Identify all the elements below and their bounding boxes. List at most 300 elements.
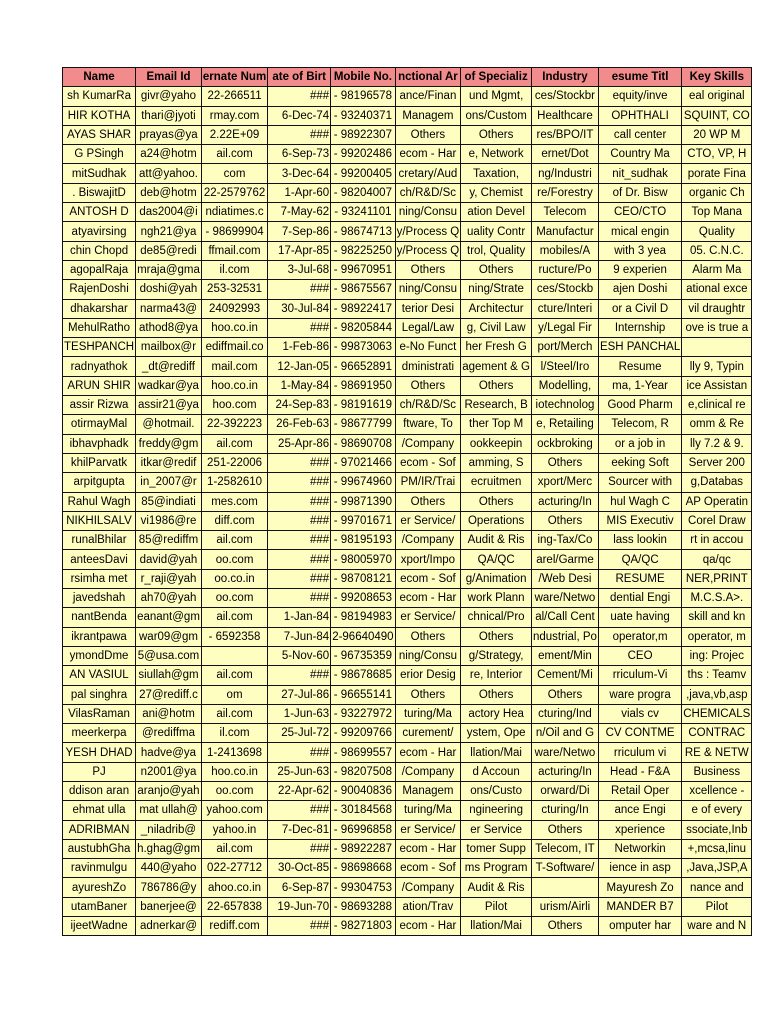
table-cell[interactable]: ESH PANCHAL bbox=[598, 338, 681, 357]
table-cell[interactable]: vi1986@re bbox=[136, 511, 202, 530]
table-cell[interactable]: Managem bbox=[395, 781, 461, 800]
table-cell[interactable]: Good Pharm bbox=[598, 396, 681, 415]
table-cell[interactable]: re/Forestry bbox=[532, 183, 599, 202]
table-cell[interactable]: - 98677799 bbox=[331, 415, 395, 434]
table-cell[interactable]: Head - F&A bbox=[598, 762, 681, 781]
table-cell[interactable]: ch/R&D/Sc bbox=[395, 183, 461, 202]
table-cell[interactable]: or a Civil D bbox=[598, 299, 681, 318]
table-cell[interactable]: ms Program bbox=[461, 859, 532, 878]
table-cell[interactable]: terior Desi bbox=[395, 299, 461, 318]
table-cell[interactable]: hoo.co.in bbox=[201, 762, 267, 781]
table-cell[interactable]: ice Assistan bbox=[682, 376, 752, 395]
table-cell[interactable]: agopalRaja bbox=[63, 260, 136, 279]
table-cell[interactable]: ngh21@ya bbox=[136, 222, 202, 241]
table-cell[interactable]: mat ullah@ bbox=[136, 801, 202, 820]
table-cell[interactable]: Others bbox=[395, 492, 461, 511]
table-cell[interactable]: 5@usa.com bbox=[136, 646, 202, 665]
table-cell[interactable]: Architectur bbox=[461, 299, 532, 318]
table-cell[interactable]: xperience bbox=[598, 820, 681, 839]
table-cell[interactable]: - 99209766 bbox=[331, 724, 395, 743]
table-cell[interactable]: e-No Funct bbox=[395, 338, 461, 357]
table-cell[interactable]: cture/Interi bbox=[532, 299, 599, 318]
table-cell[interactable]: - 98205844 bbox=[331, 318, 395, 337]
table-cell[interactable]: er Service bbox=[461, 820, 532, 839]
table-cell[interactable]: n2001@ya bbox=[136, 762, 202, 781]
table-cell[interactable]: /Company bbox=[395, 878, 461, 897]
table-cell[interactable]: llation/Mai bbox=[461, 917, 532, 936]
table-cell[interactable]: 1-Apr-60 bbox=[268, 183, 331, 202]
table-cell[interactable]: CEO bbox=[598, 646, 681, 665]
table-cell[interactable]: ADRIBMAN bbox=[63, 820, 136, 839]
table-cell[interactable]: ndustrial, Po bbox=[532, 627, 599, 646]
table-cell[interactable]: - 96652891 bbox=[331, 357, 395, 376]
table-cell[interactable]: omputer har bbox=[598, 917, 681, 936]
table-cell[interactable]: cturing/In bbox=[532, 801, 599, 820]
table-cell[interactable]: rmay.com bbox=[201, 106, 267, 125]
table-cell[interactable]: RE & NETW bbox=[682, 743, 752, 762]
table-cell[interactable]: curement/ bbox=[395, 724, 461, 743]
table-cell[interactable]: 19-Jun-70 bbox=[268, 897, 331, 916]
table-cell[interactable]: CHEMICALS bbox=[682, 704, 752, 723]
table-cell[interactable]: Others bbox=[461, 627, 532, 646]
table-cell[interactable]: lly 9, Typin bbox=[682, 357, 752, 376]
column-header[interactable]: ate of Birt bbox=[268, 68, 331, 87]
table-cell[interactable]: actory Hea bbox=[461, 704, 532, 723]
table-cell[interactable]: - 98207508 bbox=[331, 762, 395, 781]
table-cell[interactable]: _niladrib@ bbox=[136, 820, 202, 839]
table-cell[interactable]: das2004@i bbox=[136, 203, 202, 222]
table-cell[interactable]: thari@jyoti bbox=[136, 106, 202, 125]
table-cell[interactable]: ajen Doshi bbox=[598, 280, 681, 299]
table-cell[interactable]: rsimha met bbox=[63, 569, 136, 588]
table-cell[interactable]: ### bbox=[268, 666, 331, 685]
table-cell[interactable]: Audit & Ris bbox=[461, 878, 532, 897]
table-cell[interactable]: Healthcare bbox=[532, 106, 599, 125]
table-cell[interactable]: rt in accou bbox=[682, 531, 752, 550]
table-cell[interactable]: dential Engi bbox=[598, 589, 681, 608]
table-cell[interactable]: 1-May-84 bbox=[268, 376, 331, 395]
table-cell[interactable]: operator,m bbox=[598, 627, 681, 646]
table-cell[interactable]: port/Merch bbox=[532, 338, 599, 357]
table-cell[interactable]: porate Fina bbox=[682, 164, 752, 183]
table-cell[interactable]: amming, S bbox=[461, 453, 532, 472]
table-cell[interactable]: T-Software/ bbox=[532, 859, 599, 878]
table-cell[interactable]: @hotmail. bbox=[136, 415, 202, 434]
table-cell[interactable]: radnyathok bbox=[63, 357, 136, 376]
table-cell[interactable]: ecom - Sof bbox=[395, 569, 461, 588]
table-cell[interactable]: ma, 1-Year bbox=[598, 376, 681, 395]
table-cell[interactable]: Others bbox=[395, 627, 461, 646]
table-cell[interactable]: hadve@ya bbox=[136, 743, 202, 762]
table-cell[interactable]: iotechnolog bbox=[532, 396, 599, 415]
table-cell[interactable]: YESH DHAD bbox=[63, 743, 136, 762]
table-cell[interactable]: freddy@gm bbox=[136, 434, 202, 453]
table-cell[interactable]: ces/Stockbr bbox=[532, 87, 599, 106]
table-cell[interactable]: ning/Consu bbox=[395, 646, 461, 665]
table-cell[interactable]: chin Chopd bbox=[63, 241, 136, 260]
table-cell[interactable]: 25-Jul-72 bbox=[268, 724, 331, 743]
table-cell[interactable]: Manufactur bbox=[532, 222, 599, 241]
table-cell[interactable]: skill and kn bbox=[682, 608, 752, 627]
table-cell[interactable]: hoo.co.in bbox=[201, 376, 267, 395]
table-cell[interactable]: austubhGha bbox=[63, 839, 136, 858]
table-cell[interactable]: mobiles/A bbox=[532, 241, 599, 260]
table-cell[interactable]: - 99202486 bbox=[331, 145, 395, 164]
table-cell[interactable]: uality Contr bbox=[461, 222, 532, 241]
column-header[interactable]: nctional Ar bbox=[395, 68, 461, 87]
table-cell[interactable]: PJ bbox=[63, 762, 136, 781]
table-cell[interactable]: - 98922307 bbox=[331, 125, 395, 144]
table-cell[interactable]: anteesDavi bbox=[63, 550, 136, 569]
table-cell[interactable]: /Company bbox=[395, 531, 461, 550]
table-cell[interactable]: ecom - Har bbox=[395, 589, 461, 608]
table-cell[interactable]: lly 7.2 & 9. bbox=[682, 434, 752, 453]
table-cell[interactable]: ning/Consu bbox=[395, 203, 461, 222]
table-cell[interactable]: ware/Netwo bbox=[532, 743, 599, 762]
table-cell[interactable]: 1-Jun-63 bbox=[268, 704, 331, 723]
table-cell[interactable]: cretary/Aud bbox=[395, 164, 461, 183]
table-cell[interactable]: ehmat ulla bbox=[63, 801, 136, 820]
table-cell[interactable] bbox=[532, 878, 599, 897]
table-cell[interactable]: ffmail.com bbox=[201, 241, 267, 260]
table-cell[interactable]: - 99208653 bbox=[331, 589, 395, 608]
table-cell[interactable]: trol, Quality bbox=[461, 241, 532, 260]
table-cell[interactable]: acturing/In bbox=[532, 492, 599, 511]
table-cell[interactable]: 12-Jan-05 bbox=[268, 357, 331, 376]
table-cell[interactable]: mes.com bbox=[201, 492, 267, 511]
table-cell[interactable]: Telecom, IT bbox=[532, 839, 599, 858]
table-cell[interactable]: h.ghag@gm bbox=[136, 839, 202, 858]
table-cell[interactable]: +,mcsa,linu bbox=[682, 839, 752, 858]
table-cell[interactable]: /Company bbox=[395, 762, 461, 781]
table-cell[interactable]: xport/Impo bbox=[395, 550, 461, 569]
table-cell[interactable]: . BiswajitD bbox=[63, 183, 136, 202]
table-cell[interactable]: aranjo@yah bbox=[136, 781, 202, 800]
table-cell[interactable]: - 96996858 bbox=[331, 820, 395, 839]
table-cell[interactable]: Taxation, bbox=[461, 164, 532, 183]
table-cell[interactable]: Resume bbox=[598, 357, 681, 376]
table-cell[interactable]: acturing/In bbox=[532, 762, 599, 781]
table-cell[interactable]: diff.com bbox=[201, 511, 267, 530]
table-cell[interactable]: ayureshZo bbox=[63, 878, 136, 897]
table-cell[interactable]: ymondDme bbox=[63, 646, 136, 665]
table-cell[interactable]: dhakarshar bbox=[63, 299, 136, 318]
table-cell[interactable]: _dt@rediff bbox=[136, 357, 202, 376]
table-cell[interactable]: or a job in bbox=[598, 434, 681, 453]
table-cell[interactable]: Sourcer with bbox=[598, 473, 681, 492]
table-cell[interactable]: ### bbox=[268, 318, 331, 337]
table-cell[interactable]: qa/qc bbox=[682, 550, 752, 569]
table-cell[interactable]: ANTOSH D bbox=[63, 203, 136, 222]
table-cell[interactable]: Alarm Ma bbox=[682, 260, 752, 279]
table-cell[interactable]: cturing/Ind bbox=[532, 704, 599, 723]
table-cell[interactable]: yahoo.com bbox=[201, 801, 267, 820]
table-cell[interactable]: ail.com bbox=[201, 704, 267, 723]
table-cell[interactable]: oo.co.in bbox=[201, 569, 267, 588]
table-cell[interactable]: ing-Tax/Co bbox=[532, 531, 599, 550]
table-cell[interactable]: ail.com bbox=[201, 839, 267, 858]
table-cell[interactable]: - 98693288 bbox=[331, 897, 395, 916]
table-cell[interactable]: vil draughtr bbox=[682, 299, 752, 318]
table-cell[interactable]: 1-Jan-84 bbox=[268, 608, 331, 627]
table-cell[interactable]: Managem bbox=[395, 106, 461, 125]
table-cell[interactable]: atyavirsing bbox=[63, 222, 136, 241]
table-cell[interactable]: RESUME bbox=[598, 569, 681, 588]
table-cell[interactable]: e, Network bbox=[461, 145, 532, 164]
table-cell[interactable]: pal singhra bbox=[63, 685, 136, 704]
table-cell[interactable]: Legal/Law bbox=[395, 318, 461, 337]
table-cell[interactable]: ravinmulgu bbox=[63, 859, 136, 878]
table-cell[interactable]: - 98675567 bbox=[331, 280, 395, 299]
table-cell[interactable]: ### bbox=[268, 917, 331, 936]
table-cell[interactable]: ther Top M bbox=[461, 415, 532, 434]
table-cell[interactable]: 7-May-62 bbox=[268, 203, 331, 222]
table-cell[interactable]: ware/Netwo bbox=[532, 589, 599, 608]
table-cell[interactable]: 22-657838 bbox=[201, 897, 267, 916]
table-cell[interactable]: Retail Oper bbox=[598, 781, 681, 800]
table-cell[interactable]: 786786@y bbox=[136, 878, 202, 897]
table-cell[interactable]: Telecom, R bbox=[598, 415, 681, 434]
table-cell[interactable]: 24092993 bbox=[201, 299, 267, 318]
table-cell[interactable]: yahoo.in bbox=[201, 820, 267, 839]
table-cell[interactable]: 253-32531 bbox=[201, 280, 267, 299]
table-cell[interactable]: Server 200 bbox=[682, 453, 752, 472]
table-cell[interactable]: AP Operatin bbox=[682, 492, 752, 511]
table-cell[interactable]: ### bbox=[268, 589, 331, 608]
table-cell[interactable]: eeking Soft bbox=[598, 453, 681, 472]
table-cell[interactable]: athod8@ya bbox=[136, 318, 202, 337]
table-cell[interactable]: nit_sudhak bbox=[598, 164, 681, 183]
table-cell[interactable]: mical engin bbox=[598, 222, 681, 241]
table-cell[interactable]: ### bbox=[268, 87, 331, 106]
table-cell[interactable]: oo.com bbox=[201, 781, 267, 800]
table-cell[interactable]: ### bbox=[268, 839, 331, 858]
table-cell[interactable]: ing: Projec bbox=[682, 646, 752, 665]
column-header[interactable]: Name bbox=[63, 68, 136, 87]
table-cell[interactable]: mraja@gma bbox=[136, 260, 202, 279]
table-cell[interactable]: Research, B bbox=[461, 396, 532, 415]
table-cell[interactable]: 6-Dec-74 bbox=[268, 106, 331, 125]
table-cell[interactable]: tomer Supp bbox=[461, 839, 532, 858]
table-cell[interactable]: doshi@yah bbox=[136, 280, 202, 299]
table-cell[interactable]: rediff.com bbox=[201, 917, 267, 936]
table-cell[interactable]: ience in asp bbox=[598, 859, 681, 878]
table-cell[interactable]: - 96655141 bbox=[331, 685, 395, 704]
table-cell[interactable]: ### bbox=[268, 801, 331, 820]
table-cell[interactable]: meerkerpa bbox=[63, 724, 136, 743]
table-cell[interactable]: ### bbox=[268, 511, 331, 530]
table-cell[interactable]: omm & Re bbox=[682, 415, 752, 434]
table-cell[interactable]: 7-Dec-81 bbox=[268, 820, 331, 839]
table-cell[interactable]: e of every bbox=[682, 801, 752, 820]
table-cell[interactable]: - 99674960 bbox=[331, 473, 395, 492]
table-cell[interactable]: - 98191619 bbox=[331, 396, 395, 415]
table-cell[interactable]: - 98699557 bbox=[331, 743, 395, 762]
table-cell[interactable]: y, Chemist bbox=[461, 183, 532, 202]
table-cell[interactable]: Internship bbox=[598, 318, 681, 337]
table-cell[interactable]: turing/Ma bbox=[395, 704, 461, 723]
table-cell[interactable]: with 3 yea bbox=[598, 241, 681, 260]
table-cell[interactable]: Others bbox=[461, 125, 532, 144]
table-cell[interactable]: Country Ma bbox=[598, 145, 681, 164]
table-cell[interactable]: ddison aran bbox=[63, 781, 136, 800]
table-cell[interactable]: operator, m bbox=[682, 627, 752, 646]
table-cell[interactable]: call center bbox=[598, 125, 681, 144]
table-cell[interactable]: SQUINT, CO bbox=[682, 106, 752, 125]
table-cell[interactable]: ail.com bbox=[201, 145, 267, 164]
table-cell[interactable]: utamBaner bbox=[63, 897, 136, 916]
table-cell[interactable]: - 98922417 bbox=[331, 299, 395, 318]
table-cell[interactable]: ch/R&D/Sc bbox=[395, 396, 461, 415]
table-cell[interactable]: 1-Feb-86 bbox=[268, 338, 331, 357]
table-cell[interactable]: Others bbox=[461, 685, 532, 704]
table-cell[interactable]: hoo.co.in bbox=[201, 318, 267, 337]
table-cell[interactable]: chnical/Pro bbox=[461, 608, 532, 627]
table-cell[interactable]: 9 experien bbox=[598, 260, 681, 279]
table-cell[interactable]: - 99873063 bbox=[331, 338, 395, 357]
table-cell[interactable]: oo.com bbox=[201, 550, 267, 569]
table-cell[interactable]: in_2007@r bbox=[136, 473, 202, 492]
table-cell[interactable]: turing/Ma bbox=[395, 801, 461, 820]
table-cell[interactable]: david@yah bbox=[136, 550, 202, 569]
table-cell[interactable]: ecruitmen bbox=[461, 473, 532, 492]
table-cell[interactable]: 5-Nov-60 bbox=[268, 646, 331, 665]
table-cell[interactable]: deb@hotm bbox=[136, 183, 202, 202]
table-cell[interactable]: il.com bbox=[201, 724, 267, 743]
table-cell[interactable]: re, Interior bbox=[461, 666, 532, 685]
table-cell[interactable]: prayas@ya bbox=[136, 125, 202, 144]
table-cell[interactable]: 440@yaho bbox=[136, 859, 202, 878]
table-cell[interactable]: ement/Min bbox=[532, 646, 599, 665]
table-cell[interactable]: ahoo.co.in bbox=[201, 878, 267, 897]
table-cell[interactable]: CEO/CTO bbox=[598, 203, 681, 222]
table-cell[interactable]: 30-Oct-85 bbox=[268, 859, 331, 878]
table-cell[interactable]: att@yahoo. bbox=[136, 164, 202, 183]
table-cell[interactable]: @rediffma bbox=[136, 724, 202, 743]
table-cell[interactable]: ecom - Sof bbox=[395, 453, 461, 472]
table-cell[interactable]: ### bbox=[268, 550, 331, 569]
table-cell[interactable]: RajenDoshi bbox=[63, 280, 136, 299]
table-cell[interactable]: war09@gm bbox=[136, 627, 202, 646]
table-cell[interactable]: ediffmail.co bbox=[201, 338, 267, 357]
table-cell[interactable]: siullah@gm bbox=[136, 666, 202, 685]
table-cell[interactable]: ware and N bbox=[682, 917, 752, 936]
table-cell[interactable]: javedshah bbox=[63, 589, 136, 608]
table-cell[interactable]: - 96735359 bbox=[331, 646, 395, 665]
table-cell[interactable]: - 98196578 bbox=[331, 87, 395, 106]
table-cell[interactable]: Telecom bbox=[532, 203, 599, 222]
table-cell[interactable]: - 97021466 bbox=[331, 453, 395, 472]
table-cell[interactable]: 7-Jun-84 bbox=[268, 627, 331, 646]
table-cell[interactable]: Operations bbox=[461, 511, 532, 530]
table-cell[interactable]: 1-2413698 bbox=[201, 743, 267, 762]
table-cell[interactable]: lass lookin bbox=[598, 531, 681, 550]
table-cell[interactable]: organic Ch bbox=[682, 183, 752, 202]
table-cell[interactable]: de85@redi bbox=[136, 241, 202, 260]
table-cell[interactable]: /Web Desi bbox=[532, 569, 599, 588]
table-cell[interactable]: her Fresh G bbox=[461, 338, 532, 357]
table-cell[interactable]: ance Engi bbox=[598, 801, 681, 820]
table-cell[interactable]: hul Wagh C bbox=[598, 492, 681, 511]
column-header[interactable]: Mobile No. bbox=[331, 68, 395, 87]
table-cell[interactable]: M.C.S.A>. bbox=[682, 589, 752, 608]
table-cell[interactable]: ### bbox=[268, 125, 331, 144]
table-cell[interactable]: er Service/ bbox=[395, 511, 461, 530]
column-header[interactable]: esume Titl bbox=[598, 68, 681, 87]
table-cell[interactable]: urism/Airli bbox=[532, 897, 599, 916]
table-cell[interactable]: er Service/ bbox=[395, 820, 461, 839]
table-cell[interactable]: g, Civil Law bbox=[461, 318, 532, 337]
table-cell[interactable]: TESHPANCH bbox=[63, 338, 136, 357]
table-cell[interactable]: ational exce bbox=[682, 280, 752, 299]
table-cell[interactable]: 30-Jul-84 bbox=[268, 299, 331, 318]
table-cell[interactable]: ning/Strate bbox=[461, 280, 532, 299]
table-cell[interactable]: 05. C.N.C. bbox=[682, 241, 752, 260]
table-cell[interactable]: Top Mana bbox=[682, 203, 752, 222]
table-cell[interactable]: mitSudhak bbox=[63, 164, 136, 183]
table-cell[interactable]: Pilot bbox=[682, 897, 752, 916]
table-cell[interactable]: ths : Teamv bbox=[682, 666, 752, 685]
table-cell[interactable]: Others bbox=[395, 685, 461, 704]
table-cell[interactable]: ijeetWadne bbox=[63, 917, 136, 936]
table-cell[interactable]: ecom - Har bbox=[395, 743, 461, 762]
table-cell[interactable]: ibhavphadk bbox=[63, 434, 136, 453]
table-cell[interactable]: QA/QC bbox=[461, 550, 532, 569]
table-cell[interactable]: 251-22006 bbox=[201, 453, 267, 472]
table-cell[interactable]: ation Devel bbox=[461, 203, 532, 222]
table-cell[interactable]: 022-27712 bbox=[201, 859, 267, 878]
table-cell[interactable]: Rahul Wagh bbox=[63, 492, 136, 511]
table-cell[interactable]: OPHTHALI bbox=[598, 106, 681, 125]
table-cell[interactable]: ookkeepin bbox=[461, 434, 532, 453]
table-cell[interactable]: Quality bbox=[682, 222, 752, 241]
table-cell[interactable]: ah70@yah bbox=[136, 589, 202, 608]
table-cell[interactable]: ngineering bbox=[461, 801, 532, 820]
column-header[interactable]: ernate Num bbox=[201, 68, 267, 87]
table-cell[interactable]: al/Call Cent bbox=[532, 608, 599, 627]
table-cell[interactable]: er Service/ bbox=[395, 608, 461, 627]
table-cell[interactable]: - 30184568 bbox=[331, 801, 395, 820]
table-cell[interactable]: 22-266511 bbox=[201, 87, 267, 106]
table-cell[interactable]: - 93241101 bbox=[331, 203, 395, 222]
table-cell[interactable]: 27-Jul-86 bbox=[268, 685, 331, 704]
table-cell[interactable]: dministrati bbox=[395, 357, 461, 376]
table-cell[interactable]: uate having bbox=[598, 608, 681, 627]
table-cell[interactable]: 2-96640490 bbox=[331, 627, 395, 646]
table-cell[interactable]: AYAS SHAR bbox=[63, 125, 136, 144]
table-cell[interactable]: 17-Apr-85 bbox=[268, 241, 331, 260]
table-cell[interactable]: com bbox=[201, 164, 267, 183]
table-cell[interactable]: Others bbox=[395, 376, 461, 395]
table-cell[interactable]: ecom - Har bbox=[395, 917, 461, 936]
table-cell[interactable]: Modelling, bbox=[532, 376, 599, 395]
table-cell[interactable]: Others bbox=[532, 917, 599, 936]
table-cell[interactable]: ### bbox=[268, 473, 331, 492]
table-cell[interactable]: ail.com bbox=[201, 666, 267, 685]
table-cell[interactable]: ail.com bbox=[201, 434, 267, 453]
table-cell[interactable]: ecom - Har bbox=[395, 839, 461, 858]
table-cell[interactable]: ### bbox=[268, 280, 331, 299]
table-cell[interactable]: arpitgupta bbox=[63, 473, 136, 492]
table-cell[interactable]: - 98698668 bbox=[331, 859, 395, 878]
table-cell[interactable]: CV CONTME bbox=[598, 724, 681, 743]
column-header[interactable]: of Specializ bbox=[461, 68, 532, 87]
table-cell[interactable]: 25-Jun-63 bbox=[268, 762, 331, 781]
table-cell[interactable]: r_raji@yah bbox=[136, 569, 202, 588]
table-cell[interactable]: ecom - Sof bbox=[395, 859, 461, 878]
table-cell[interactable]: ani@hotm bbox=[136, 704, 202, 723]
table-cell[interactable]: eanant@gm bbox=[136, 608, 202, 627]
